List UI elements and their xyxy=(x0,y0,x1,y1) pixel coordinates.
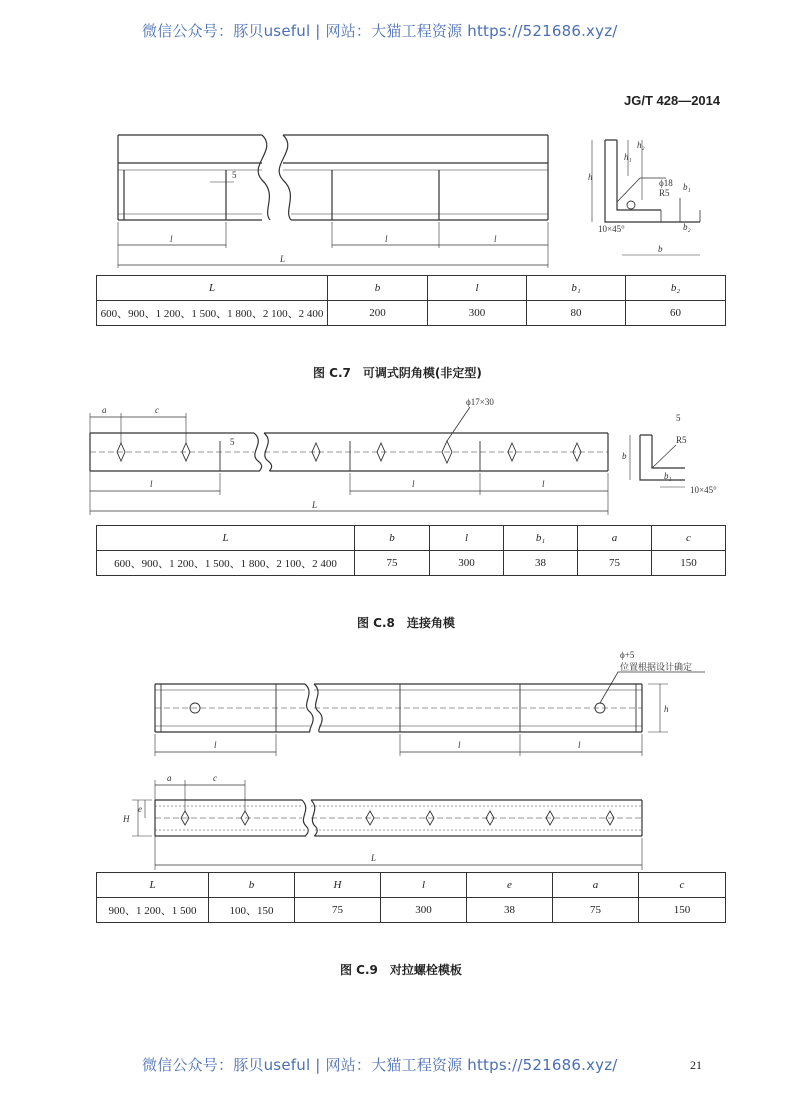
figure-c9-drawing xyxy=(0,640,800,872)
page-number: 21 xyxy=(690,1058,702,1072)
table-header-cell: b₁ xyxy=(504,526,578,551)
c7-dim-chamfer: 10×45° xyxy=(598,224,625,234)
c9-dim-hole: ϕ+5 xyxy=(620,650,635,660)
table-header-cell: b₂ xyxy=(626,276,726,301)
figure-c7-drawing xyxy=(0,0,800,275)
c8-dim-slot: ϕ17×30 xyxy=(466,397,494,407)
table-header-cell: b xyxy=(355,526,430,551)
table-row xyxy=(97,301,726,326)
c7-dim-b2: b₂ xyxy=(683,222,691,232)
table-cell: 75 xyxy=(295,898,381,923)
table-header-cell: L xyxy=(97,276,328,301)
c9-dim-l-left: l xyxy=(214,740,217,750)
table-cell: 600、900、1 200、1 500、1 800、2 100、2 400 xyxy=(97,301,328,326)
table-header-row xyxy=(97,873,726,898)
c8-dim-a: a xyxy=(102,405,107,415)
c8-dim-b: b xyxy=(622,451,627,461)
c8-dim-L: L xyxy=(312,500,318,510)
table-row xyxy=(97,898,726,923)
c7-dim-h: h xyxy=(588,172,593,182)
table-cell: 60 xyxy=(626,301,726,326)
c7-dim-b: b xyxy=(658,244,663,254)
c9-dim-a: a xyxy=(167,773,172,783)
c8-dim-chamfer: 10×45° xyxy=(690,485,717,495)
watermark-bottom: 微信公众号：豚贝useful | 网站：大猫工程资源 https://521686.xyz/ xyxy=(142,1056,618,1074)
c7-dim-R5: R5 xyxy=(659,188,670,198)
table-cell: 75 xyxy=(553,898,639,923)
table-cell: 80 xyxy=(527,301,626,326)
c7-dim-phi18: ϕ18 xyxy=(659,178,673,188)
c8-caption: 图 C.8 连接角模 xyxy=(357,616,455,630)
c8-dim-c: c xyxy=(155,405,159,415)
c7-dim-h1: h₁ xyxy=(624,152,632,162)
table-cell: 38 xyxy=(504,551,578,576)
c7-dim-l-right: l xyxy=(494,234,497,244)
table-cell: 300 xyxy=(428,301,527,326)
table-cell: 900、1 200、1 500 xyxy=(97,898,209,923)
table-header-cell: a xyxy=(578,526,652,551)
c9-dim-H: H xyxy=(123,814,130,824)
table-header-cell: l xyxy=(381,873,467,898)
table-header-cell: l xyxy=(428,276,527,301)
c9-spec-table xyxy=(96,872,726,923)
c7-spec-table xyxy=(96,275,726,326)
table-cell: 300 xyxy=(381,898,467,923)
table-header-cell: a xyxy=(553,873,639,898)
table-header-cell: c xyxy=(652,526,726,551)
table-header-cell: L xyxy=(97,873,209,898)
c9-dim-e: e xyxy=(138,804,142,814)
c7-dim-L: L xyxy=(280,254,286,264)
c7-dim-5: 5 xyxy=(232,170,237,180)
table-header-cell: b xyxy=(328,276,428,301)
table-header-cell: l xyxy=(430,526,504,551)
table-header-cell: b₁ xyxy=(527,276,626,301)
c7-caption: 图 C.7 可调式阴角模(非定型) xyxy=(313,366,482,380)
table-cell: 600、900、1 200、1 500、1 800、2 100、2 400 xyxy=(97,551,355,576)
c8-dim-5: 5 xyxy=(230,437,235,447)
c9-dim-h: h xyxy=(664,704,669,714)
c8-dim-l-mid: l xyxy=(412,479,415,489)
c7-dim-l-left: l xyxy=(170,234,173,244)
table-cell: 75 xyxy=(578,551,652,576)
table-header-cell: H xyxy=(295,873,381,898)
table-header-cell: c xyxy=(639,873,726,898)
c9-dim-l-mid: l xyxy=(458,740,461,750)
table-row xyxy=(97,551,726,576)
c7-dim-l-mid: l xyxy=(385,234,388,244)
table-cell: 300 xyxy=(430,551,504,576)
table-header-cell: e xyxy=(467,873,553,898)
c7-dim-h2: h₂ xyxy=(637,140,645,150)
table-cell: 38 xyxy=(467,898,553,923)
table-cell: 75 xyxy=(355,551,430,576)
figure-c8-drawing xyxy=(0,395,800,525)
c8-dim-l-left: l xyxy=(150,479,153,489)
table-cell: 150 xyxy=(652,551,726,576)
table-header-row xyxy=(97,526,726,551)
standard-number: JG/T 428—2014 xyxy=(624,93,721,108)
table-cell: 200 xyxy=(328,301,428,326)
table-cell: 150 xyxy=(639,898,726,923)
c8-spec-table xyxy=(96,525,726,576)
c8-dim-R5: R5 xyxy=(676,435,687,445)
c8-dim-l-right: l xyxy=(542,479,545,489)
watermark-top: 微信公众号：豚贝useful | 网站：大猫工程资源 https://521686.xyz/ xyxy=(142,22,618,40)
table-header-cell: L xyxy=(97,526,355,551)
c9-dim-L: L xyxy=(371,853,377,863)
table-header-row xyxy=(97,276,726,301)
c9-dim-c: c xyxy=(213,773,217,783)
table-cell: 100、150 xyxy=(209,898,295,923)
c8-section-dim-5: 5 xyxy=(676,413,681,423)
c9-note: 位置根据设计确定 xyxy=(620,662,693,672)
table-header-cell: b xyxy=(209,873,295,898)
c8-dim-b1: b₁ xyxy=(664,471,672,481)
c7-dim-b1: b₁ xyxy=(683,182,691,192)
c9-caption: 图 C.9 对拉螺栓模板 xyxy=(340,963,462,977)
c9-dim-l-right: l xyxy=(578,740,581,750)
